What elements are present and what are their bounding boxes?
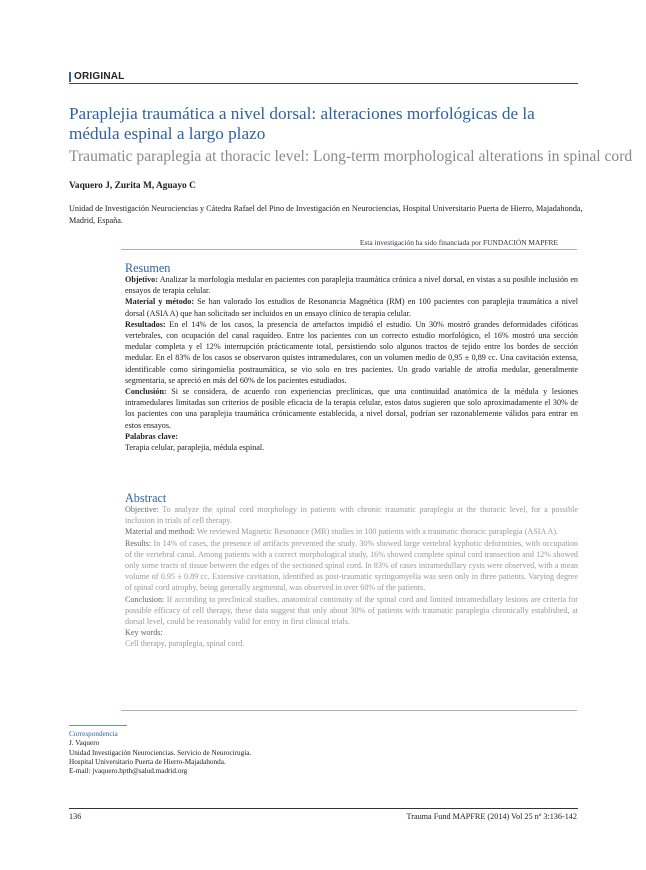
resumen-methods-text: Se han valorado los estudios de Resonancia Magnética (RM) en 100 pacientes con paraplejia traumática a nivel dorsal (ASIA A) que han solicitado ser incluidos en un ensayo clínico de terapia celular. — [125, 297, 578, 318]
abstract-methods — [125, 526, 578, 537]
resumen-keywords-label — [125, 431, 578, 442]
resumen-methods-label: Material y método: — [125, 297, 195, 307]
correspondence-divider — [69, 725, 127, 726]
abstract-objective — [125, 504, 578, 526]
resumen-results-label: Resultados: — [125, 319, 166, 329]
correspondence-hospital: Hospital Universitario Puerta de Hierro-Majadahonda. — [69, 757, 226, 766]
section-label-text: ORIGINAL — [74, 71, 125, 82]
resumen-conclusion — [125, 386, 578, 431]
abstract-divider — [121, 710, 577, 711]
abstract-conclusion-label: Conclusion: — [125, 594, 165, 604]
title-english: Traumatic paraplegia at thoracic level: Long-term morphological alterations in spinal cord — [69, 148, 633, 165]
journal-reference: Trauma Fund MAPFRE (2014) Vol 25 nº 3:136-142 — [406, 812, 577, 821]
abstract-conclusion — [125, 594, 578, 628]
funding-note: Esta investigación ha sido financiada por FUNDACIÓN MAPFRE — [359, 238, 558, 247]
section-marker — [69, 72, 71, 82]
correspondence-unit: Unidad Investigación Neurociencias. Servicio de Neurocirugía. — [69, 748, 252, 757]
resumen-body — [125, 274, 578, 453]
correspondence-name: J. Vaquero — [69, 739, 100, 748]
authors: Vaquero J, Zurita M, Aguayo C — [69, 181, 196, 191]
section-divider — [69, 83, 578, 84]
resumen-objective-label: Objetivo: — [125, 275, 158, 284]
abstract-conclusion-text: If according to preclinical studies, anatomical continuity of the spinal cord and limited intramedullary lesions are criteria for possible efficacy of cell therapy, these data suggest that only about 30% of patients with traumatic paraplegia chronically established, at dorsal level, could be reasonably valid for entry in first clinical trials. — [125, 594, 578, 627]
resumen-results — [125, 319, 578, 386]
title-spanish: Paraplejia traumática a nivel dorsal: alteraciones morfológicas de la médula espinal a largo plazo — [69, 104, 535, 143]
abstract-methods-label: Material and method: — [125, 527, 195, 537]
resumen-conclusion-text: Si se considera, de acuerdo con experiencias preclínicas, que una continuidad anatómica de la médula y lesiones intramedulares limitadas son criterios de posible eficacia de la terapia celular, estos datos sugieren que solo aproximadamente el 30% de los pacientes con una paraplejia traumática crónicamente establecida, a nivel dorsal, podrían ser razonablemente válidos para entrar en estos ensayos. — [125, 387, 578, 430]
resumen-objective-text: Analizar la morfología medular en pacientes con paraplejia traumática crónica a nivel dorsal, en vistas a su posible inclusión en ensayos de terapia celular. — [125, 275, 578, 296]
abstract-results — [125, 538, 578, 594]
abstract-body — [125, 504, 578, 650]
page-number: 136 — [69, 812, 82, 821]
abstract-objective-text: To analyze the spinal cord morphology in patients with chronic traumatic paraplegia at the thoracic level, for a possible inclusion in trials of cell therapy. — [125, 505, 578, 526]
correspondence — [69, 730, 251, 776]
resumen-heading: Resumen — [125, 261, 171, 275]
correspondence-email[interactable]: E-mail: jvaquero.hpth@salud.madrid.org — [69, 767, 188, 776]
abstract-results-label: Results: — [125, 538, 152, 548]
footer-divider — [69, 808, 578, 809]
affiliation: Unidad de Investigación Neurociencias y Cátedra Rafael del Pino de Investigación en Neurociencias, Hospital Universitario Puerta de Hierro, Majadahonda, Madrid, España. — [69, 204, 583, 225]
abstract-keywords-label — [125, 627, 578, 638]
abstract-keywords: Cell therapy, paraplegia, spinal cord. — [125, 639, 245, 649]
funding-divider — [121, 249, 577, 250]
resumen-keywords-label-text: Palabras clave: — [125, 431, 179, 441]
abstract-results-text: In 14% of cases, the presence of artifacts prevented the study. 30% showed large vertebral kyphotic deformities, with occupation of the vertebral canal. Among patients with a correct morphological study, 16% showed complete spinal cord transection and 12% showed only some tracts of tissue between the edges of the sectioned spinal cord. In 83% of cases intramedullary cysts were observed, with a mean volume of 0.95 ± 0.89 cc. Extensive cavitation, identified as post-traumatic syringomyelia was seen only in three patients. Varying degree of spinal cord atrophy, being generally segmental, was observed in over 60% of the patients. — [125, 538, 578, 593]
resumen-methods — [125, 296, 578, 318]
abstract-objective-label: Objective: — [125, 505, 159, 514]
resumen-conclusion-label: Conclusión: — [125, 387, 167, 397]
section-label — [69, 71, 125, 82]
resumen-results-text: En el 14% de los casos, la presencia de artefactos impidió el estudio. Un 30% mostró grandes deformidades cifóticas vertebrales, con ocupación del canal raquídeo. Entre los pacientes con un correcto estudio morfológico, el 16% mostró una sección medular completa y el 12% interrupción prácticamente total, persistiendo solo algunos tractos de tejido entre los bordes de sección medular. En el 83% de los casos se observaron quistes intramedulares, con un volumen medio de 0,95 ± 0,89 cc. Una cavitación extensa, identificable como siringomielia postraumática, se vio solo en tres pacientes. Un grado variable de atrofia medular, generalmente segmentaria, se apreció en más del 60% de los pacientes estudiados. — [125, 319, 578, 385]
resumen-objective — [125, 274, 578, 296]
resumen-keywords: Terapia celular, paraplejia, médula espinal. — [125, 443, 265, 453]
abstract-keywords-label-text: Key words: — [125, 628, 163, 638]
correspondence-title: Correspondencia — [69, 730, 118, 738]
abstract-methods-text: We reviewed Magnetic Resonance (MR) studies in 100 patients with a traumatic thoracic paraplegia (ASIA A). — [194, 527, 559, 537]
abstract-heading: Abstract — [125, 491, 167, 505]
